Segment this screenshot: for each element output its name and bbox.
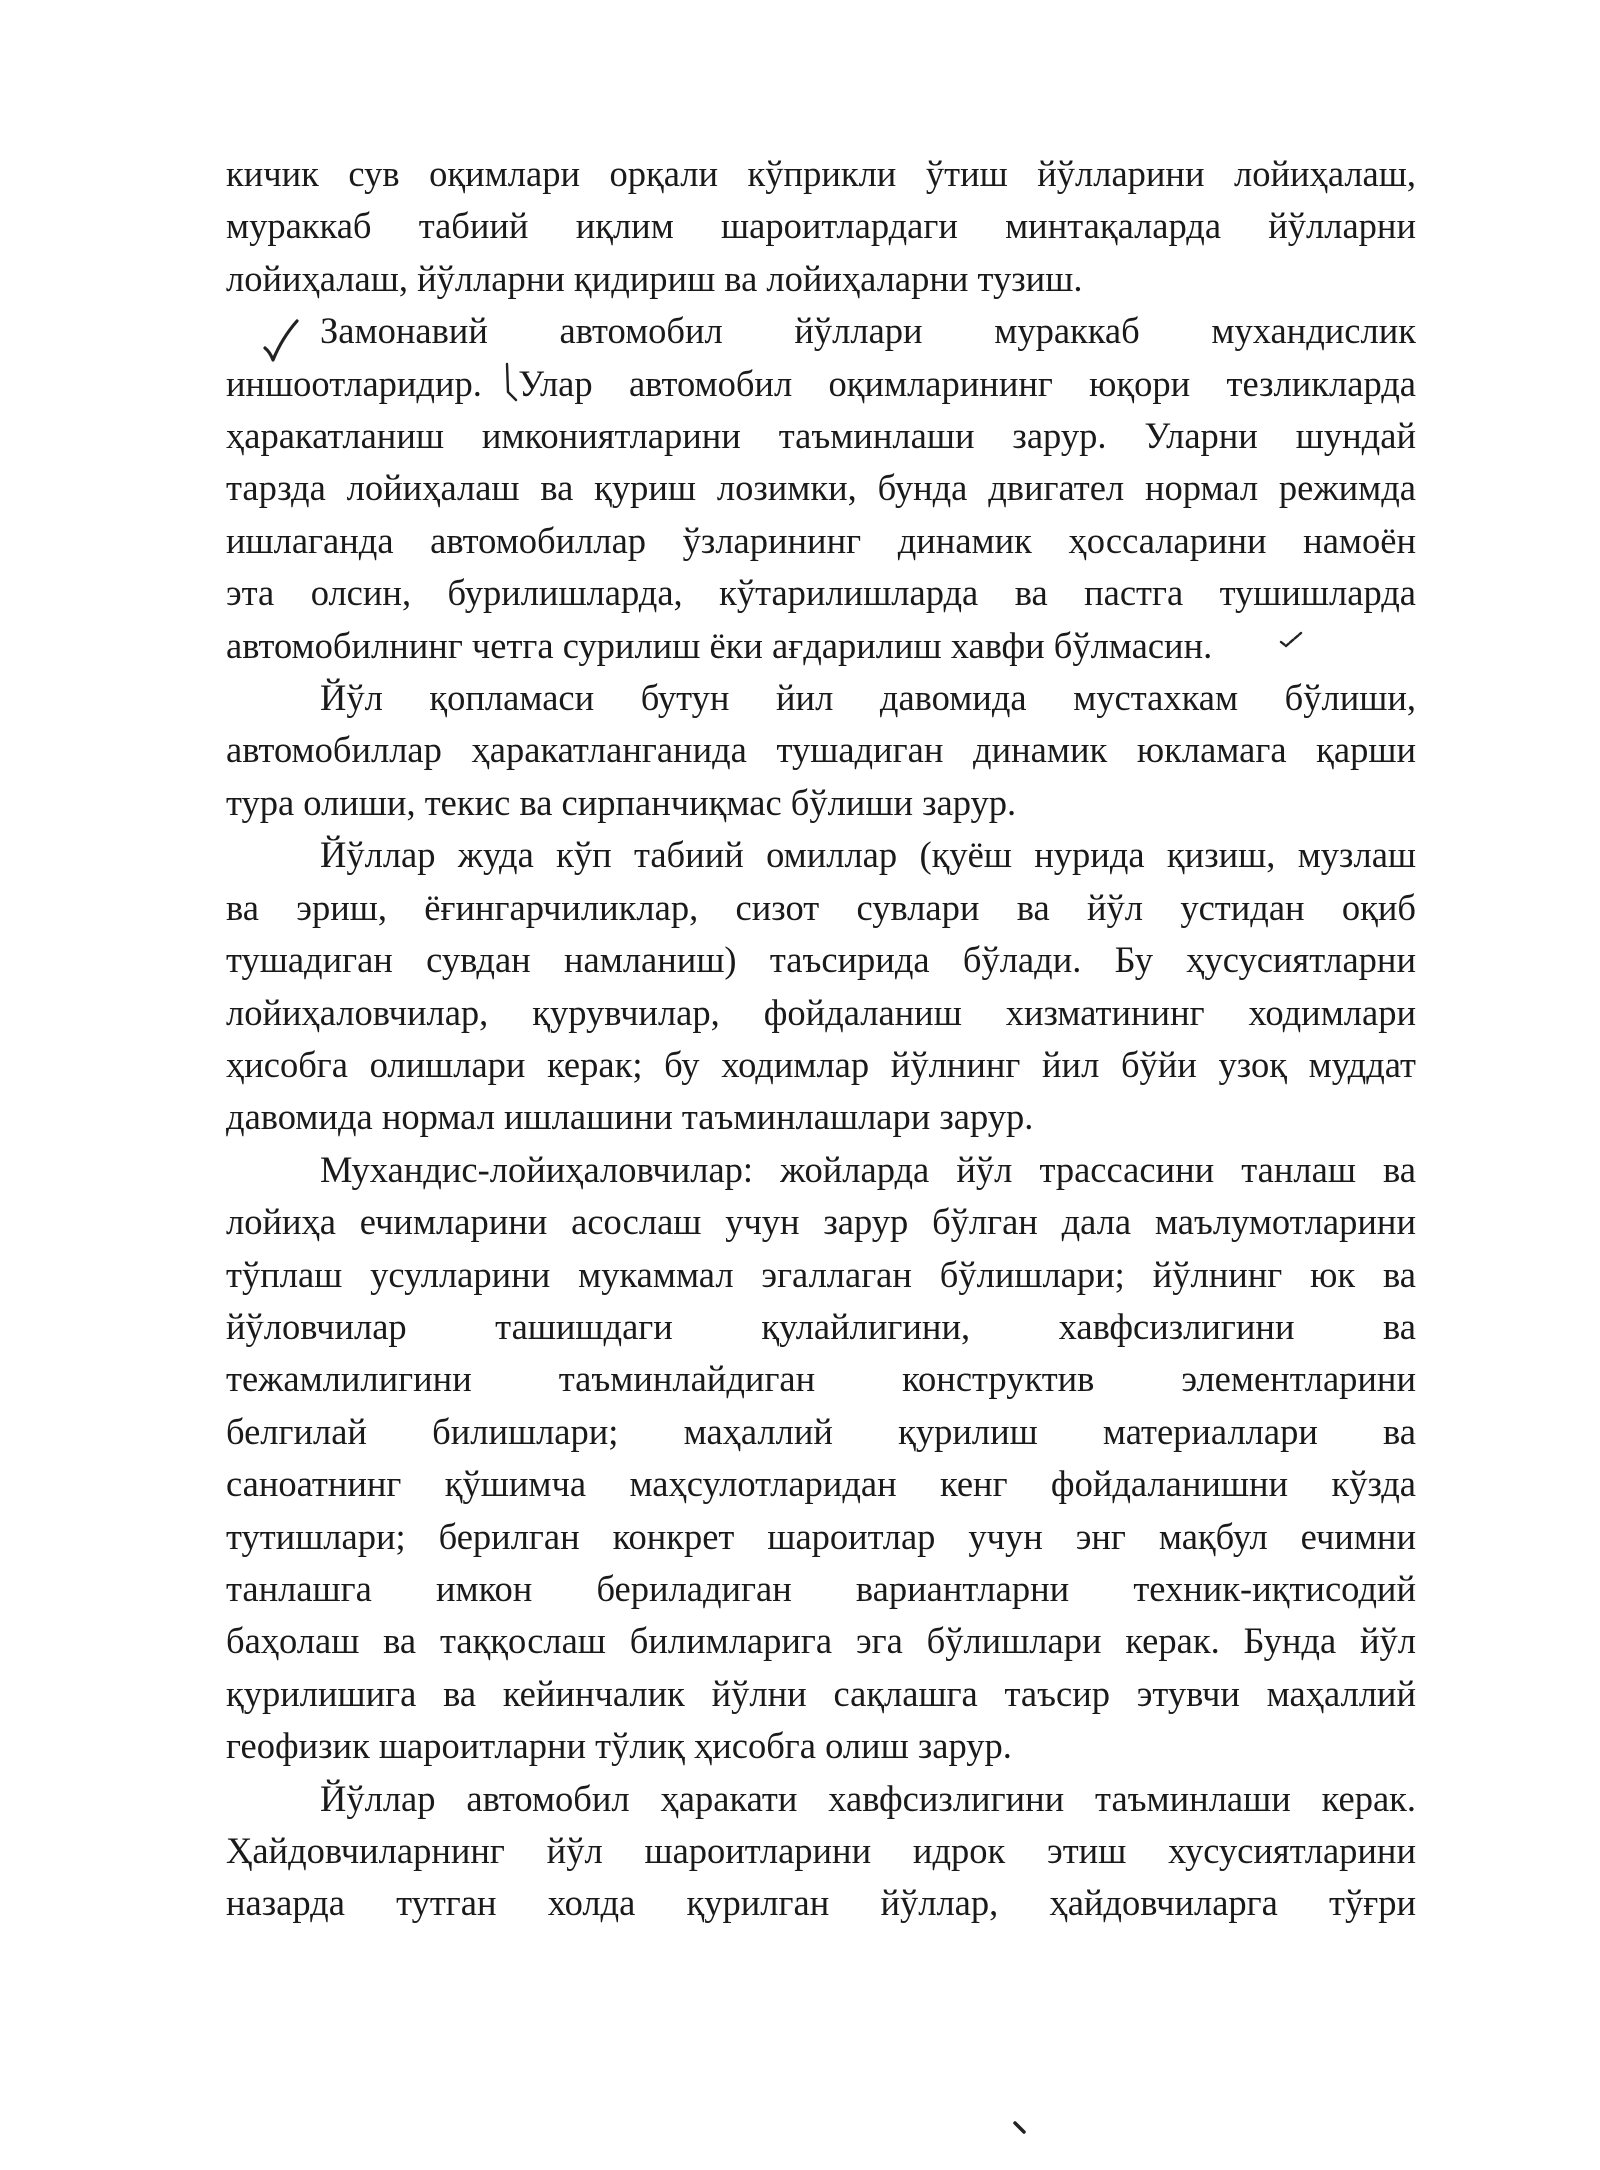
text-line: Йўллар жуда кўп табиий омиллар (қуёш нурида қизиш, музлаш — [320, 834, 1416, 876]
text-line: тушадиган сувдан намланиш) таъсирида бўлади. Бу ҳусусиятларни — [226, 939, 1416, 981]
text-line: ҳисобга олишлари керак; бу ходимлар йўлнинг йил бўйи узоқ муддат — [226, 1043, 1416, 1085]
text-line: лойиҳалаш, йўлларни қидириш ва лойиҳаларни тузиш. — [226, 257, 1083, 299]
text-line: геофизик шароитларни тўлиқ ҳисобга олиш зарур. — [226, 1725, 1012, 1767]
text-line: Йўллар автомобил ҳаракати хавфсизлигини таъминлаши керак. — [320, 1777, 1416, 1819]
paragraph-3 — [226, 672, 1416, 829]
paragraph-2 — [226, 305, 1416, 672]
paragraph-4 — [226, 829, 1416, 1143]
text-line: иншоотларидир. Улар автомобил оқимларининг юқори тезликларда — [226, 362, 1416, 404]
text-line: саноатнинг қўшимча маҳсулотларидан кенг фойдаланишни кўзда — [226, 1463, 1416, 1505]
text-line: ҳаракатланиш имкониятларини таъминлаши зарур. Уларни шундай — [226, 415, 1416, 457]
text-line: тежамлилигини таъминлайдиган конструктив элементларини — [226, 1358, 1416, 1400]
text-line: йўловчилар ташишдаги қулайлигини, хавфсизлигини ва — [226, 1305, 1416, 1347]
text-line: тура олиши, текис ва сирпанчиқмас бўлиши зарур. — [226, 781, 1017, 823]
body-text — [226, 148, 1416, 1930]
text-line: ишлаганда автомобиллар ўзларининг динамик ҳоссаларини намоён — [226, 519, 1416, 561]
text-line: лойиҳа ечимларини асослаш учун зарур бўлган дала маълумотларини — [226, 1201, 1416, 1243]
paragraph-5 — [226, 1144, 1416, 1773]
text-line: танлашга имкон бериладиган вариантларни техник-иқтисодий — [226, 1567, 1416, 1609]
text-line: назарда тутган холда қурилган йўллар, ҳайдовчиларга тўғри — [226, 1882, 1416, 1924]
text-line: автомобилнинг четга сурилиш ёки ағдарилиш хавфи бўлмасин. — [226, 624, 1213, 666]
text-line: автомобиллар ҳаракатланганида тушадиган динамик юкламага қарши — [226, 729, 1416, 771]
text-line: тутишлари; берилган конкрет шароитлар учун энг мақбул ечимни — [226, 1515, 1416, 1557]
paragraph-1 — [226, 148, 1416, 305]
stray-ink-mark — [1012, 2120, 1028, 2136]
text-line: мураккаб табиий иқлим шароитлардаги минтақаларда йўлларни — [226, 205, 1416, 247]
text-line: эта олсин, бурилишларда, кўтарилишларда ва пастга тушишларда — [226, 572, 1416, 614]
text-line: тарзда лойиҳалаш ва қуриш лозимки, бунда двигател нормал режимда — [226, 467, 1416, 509]
text-line: кичик сув оқимлари орқали кўприкли ўтиш йўлларини лойиҳалаш, — [226, 153, 1416, 194]
text-line: тўплаш усулларини мукаммал эгаллаган бўлишлари; йўлнинг юк ва — [226, 1253, 1416, 1295]
text-line: лойиҳаловчилар, қурувчилар, фойдаланиш хизматининг ходимлари — [226, 991, 1416, 1033]
paragraph-6 — [226, 1773, 1416, 1930]
text-line: ва эриш, ёғингарчиликлар, сизот сувлари ва йўл устидан оқиб — [226, 886, 1416, 928]
text-line: Замонавий автомобил йўллари мураккаб мухандислик — [320, 310, 1416, 352]
text-line: Мухандис-лойиҳаловчилар: жойларда йўл трассасини танлаш ва — [320, 1148, 1416, 1190]
text-line: баҳолаш ва таққослаш билимларига эга бўлишлари керак. Бунда йўл — [226, 1620, 1416, 1662]
text-line: давомида нормал ишлашини таъминлашлари зарур. — [226, 1096, 1034, 1138]
text-line: белгилай билишлари; маҳаллий қурилиш материаллари ва — [226, 1410, 1416, 1452]
text-line: Йўл қопламаси бутун йил давомида мустахкам бўлиши, — [320, 677, 1416, 719]
text-line: Ҳайдовчиларнинг йўл шароитларини идрок этиш хусусиятларини — [226, 1830, 1416, 1871]
text-line: қурилишига ва кейинчалик йўлни сақлашга таъсир этувчи маҳаллий — [226, 1672, 1416, 1714]
